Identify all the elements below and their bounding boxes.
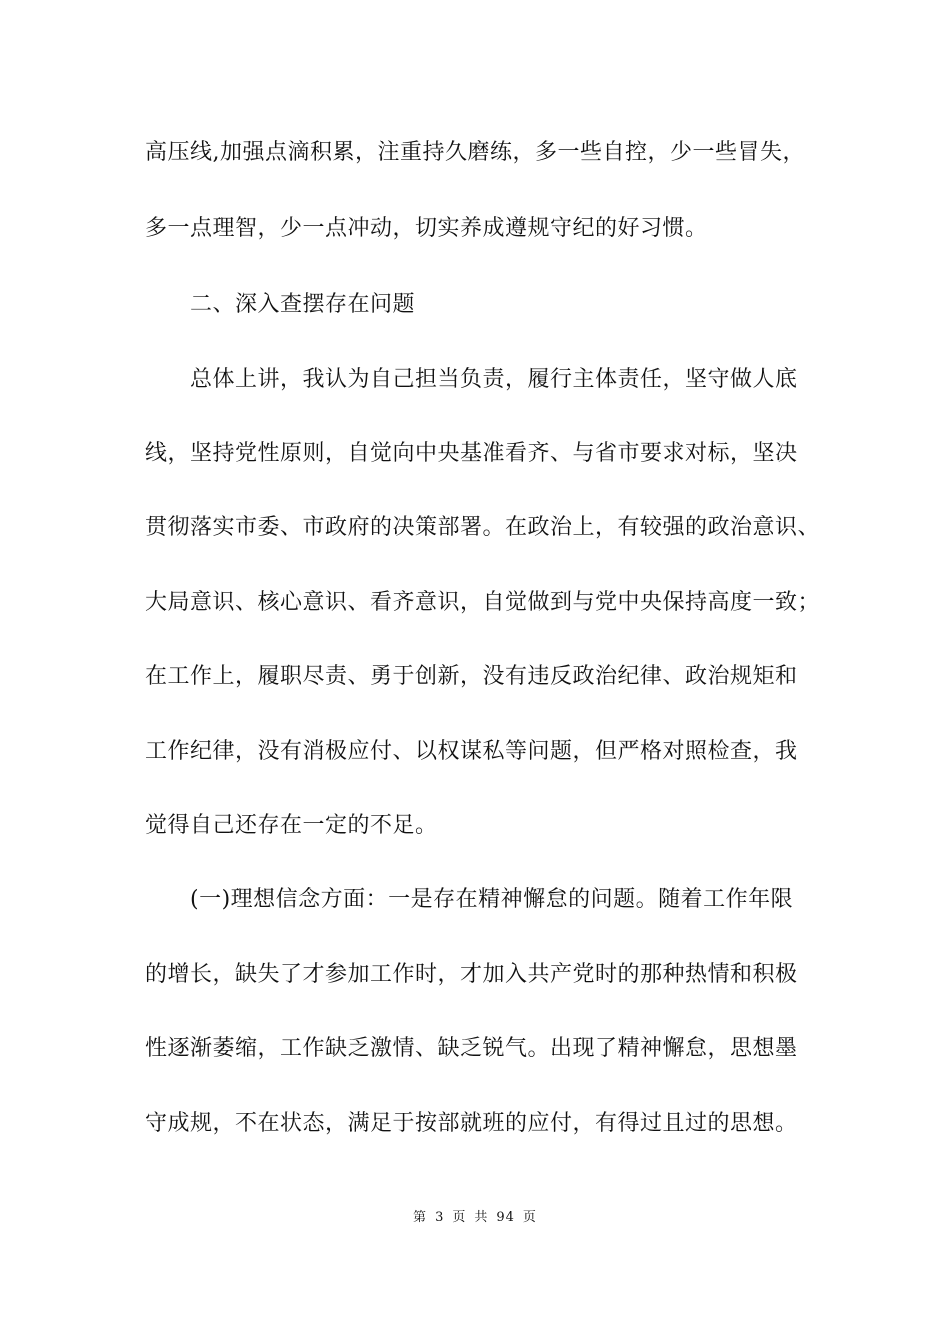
text-line: 在工作上，履职尽责、勇于创新，没有违反政治纪律、政治规矩和: [145, 664, 798, 689]
text-line: 性逐渐萎缩，工作缺乏激情、缺乏锐气。出现了精神懈怠，思想墨: [145, 1036, 798, 1061]
footer-label-page: 页: [452, 1210, 467, 1225]
text-line: 觉得自己还存在一定的不足。: [145, 813, 438, 838]
text-line: 贯彻落实市委、市政府的决策部署。在政治上，有较强的政治意识、: [145, 515, 821, 540]
section-heading: 二、深入查摆存在问题: [145, 292, 416, 317]
text-line: 高压线,加强点滴积累，注重持久磨练，多一些自控，少一些冒失，: [145, 140, 805, 165]
footer-label-total-prefix: 共: [474, 1210, 489, 1225]
text-line: (一)理想信念方面：一是存在精神懈怠的问题。随着工作年限: [145, 887, 794, 912]
text-line: 总体上讲，我认为自己担当负责，履行主体责任，坚守做人底: [145, 367, 798, 392]
total-pages: 94: [496, 1210, 515, 1225]
text-line: 多一点理智，少一点冲动，切实养成遵规守纪的好习惯。: [145, 216, 708, 241]
text-line: 守成规，不在状态，满足于按部就班的应付，有得过且过的思想。: [145, 1111, 798, 1136]
text-line: 线，坚持党性原则，自觉向中央基准看齐、与省市要求对标，坚决: [145, 441, 798, 466]
text-line: 的增长，缺失了才参加工作时，才加入共产党时的那种热情和积极: [145, 962, 798, 987]
footer-label-total-suffix: 页: [522, 1210, 537, 1225]
text-line: 大局意识、核心意识、看齐意识，自觉做到与党中央保持高度一致；: [145, 590, 821, 615]
text-line: 工作纪律，没有消极应付、以权谋私等问题，但严格对照检查，我: [145, 739, 798, 764]
page-number: 3: [435, 1210, 445, 1225]
footer-label-prefix: 第: [413, 1210, 428, 1225]
page-footer: [0, 1209, 950, 1227]
